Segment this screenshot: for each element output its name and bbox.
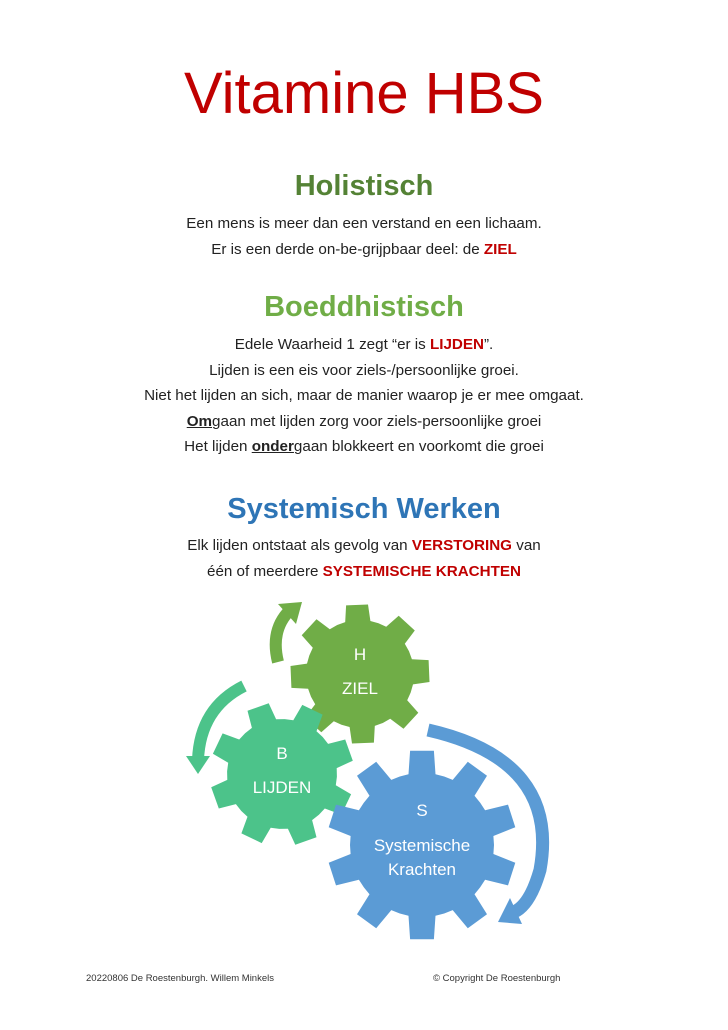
gear-s-label-1: Systemische [373, 836, 471, 855]
systemisch-text [0, 533, 728, 584]
arrow-left-head-icon [186, 756, 210, 774]
holistisch-line-1: Een mens is meer dan een verstand en een lichaam. [186, 215, 542, 232]
gear-b-letter: B [276, 744, 288, 763]
boeddhistisch-line-1-pre: Edele Waarheid 1 zegt “er is [234, 336, 430, 353]
systemisch-line-2 [0, 559, 728, 585]
boeddhistisch-line-4 [0, 409, 728, 435]
gear-h-letter: H [353, 645, 367, 664]
boeddhistisch-line-1-post: ”. [484, 336, 494, 353]
arrow-top-icon [276, 610, 290, 662]
heading-boeddhistisch: Boeddhistisch [264, 291, 464, 323]
boeddhistisch-line-5 [0, 434, 728, 460]
gear-s-letter: S [416, 801, 428, 820]
heading-holistisch: Holistisch [294, 170, 434, 202]
boeddhistisch-line-4-rest: gaan met lijden zorg voor ziels-persoonlijke groei [212, 412, 542, 430]
systemisch-line-1-post: van [512, 537, 541, 554]
systemisch-line-1 [0, 533, 728, 559]
systemische-krachten-emphasis: SYSTEMISCHE KRACHTEN [322, 562, 521, 580]
boeddhistisch-line-2: Lijden is een eis voor ziels-/persoonlijke groei. [209, 361, 519, 379]
boeddhistisch-line-5-pre: Het lijden [184, 438, 252, 456]
boeddhistisch-text [0, 332, 728, 460]
footer-copyright: © Copyright De Roestenburgh [433, 973, 561, 984]
systemisch-line-1-pre: Elk lijden ontstaat als gevolg van [187, 537, 412, 554]
heading-systemisch: Systemisch Werken [227, 493, 501, 525]
page-title: Vitamine HBS [184, 61, 544, 126]
systemisch-line-2-pre: één of meerdere [207, 562, 323, 580]
footer-left: 20220806 De Roestenburgh. Willem Minkels [86, 973, 274, 984]
boeddhistisch-line-3: Niet het lijden an sich, maar de manier waarop je er mee omgaat. [144, 387, 584, 405]
holistisch-line-2 [0, 237, 728, 263]
onder-emphasis: onder [251, 438, 294, 456]
om-emphasis: Om [186, 412, 213, 430]
ziel-emphasis: ZIEL [483, 240, 517, 258]
boeddhistisch-line-5-rest: gaan blokkeert en voorkomt die groei [293, 438, 544, 456]
boeddhistisch-line-1 [0, 332, 728, 358]
gear-b-label: LIJDEN [252, 778, 312, 797]
gear-h-label: ZIEL [342, 679, 378, 698]
gear-s-label-2: Krachten [387, 860, 457, 879]
holistisch-text [0, 211, 728, 262]
verstoring-emphasis: VERSTORING [411, 537, 512, 554]
gears-diagram [0, 590, 728, 950]
lijden-emphasis: LIJDEN [429, 336, 484, 353]
holistisch-line-2-text: Er is een derde on-be-grijpbaar deel: de [211, 240, 484, 258]
